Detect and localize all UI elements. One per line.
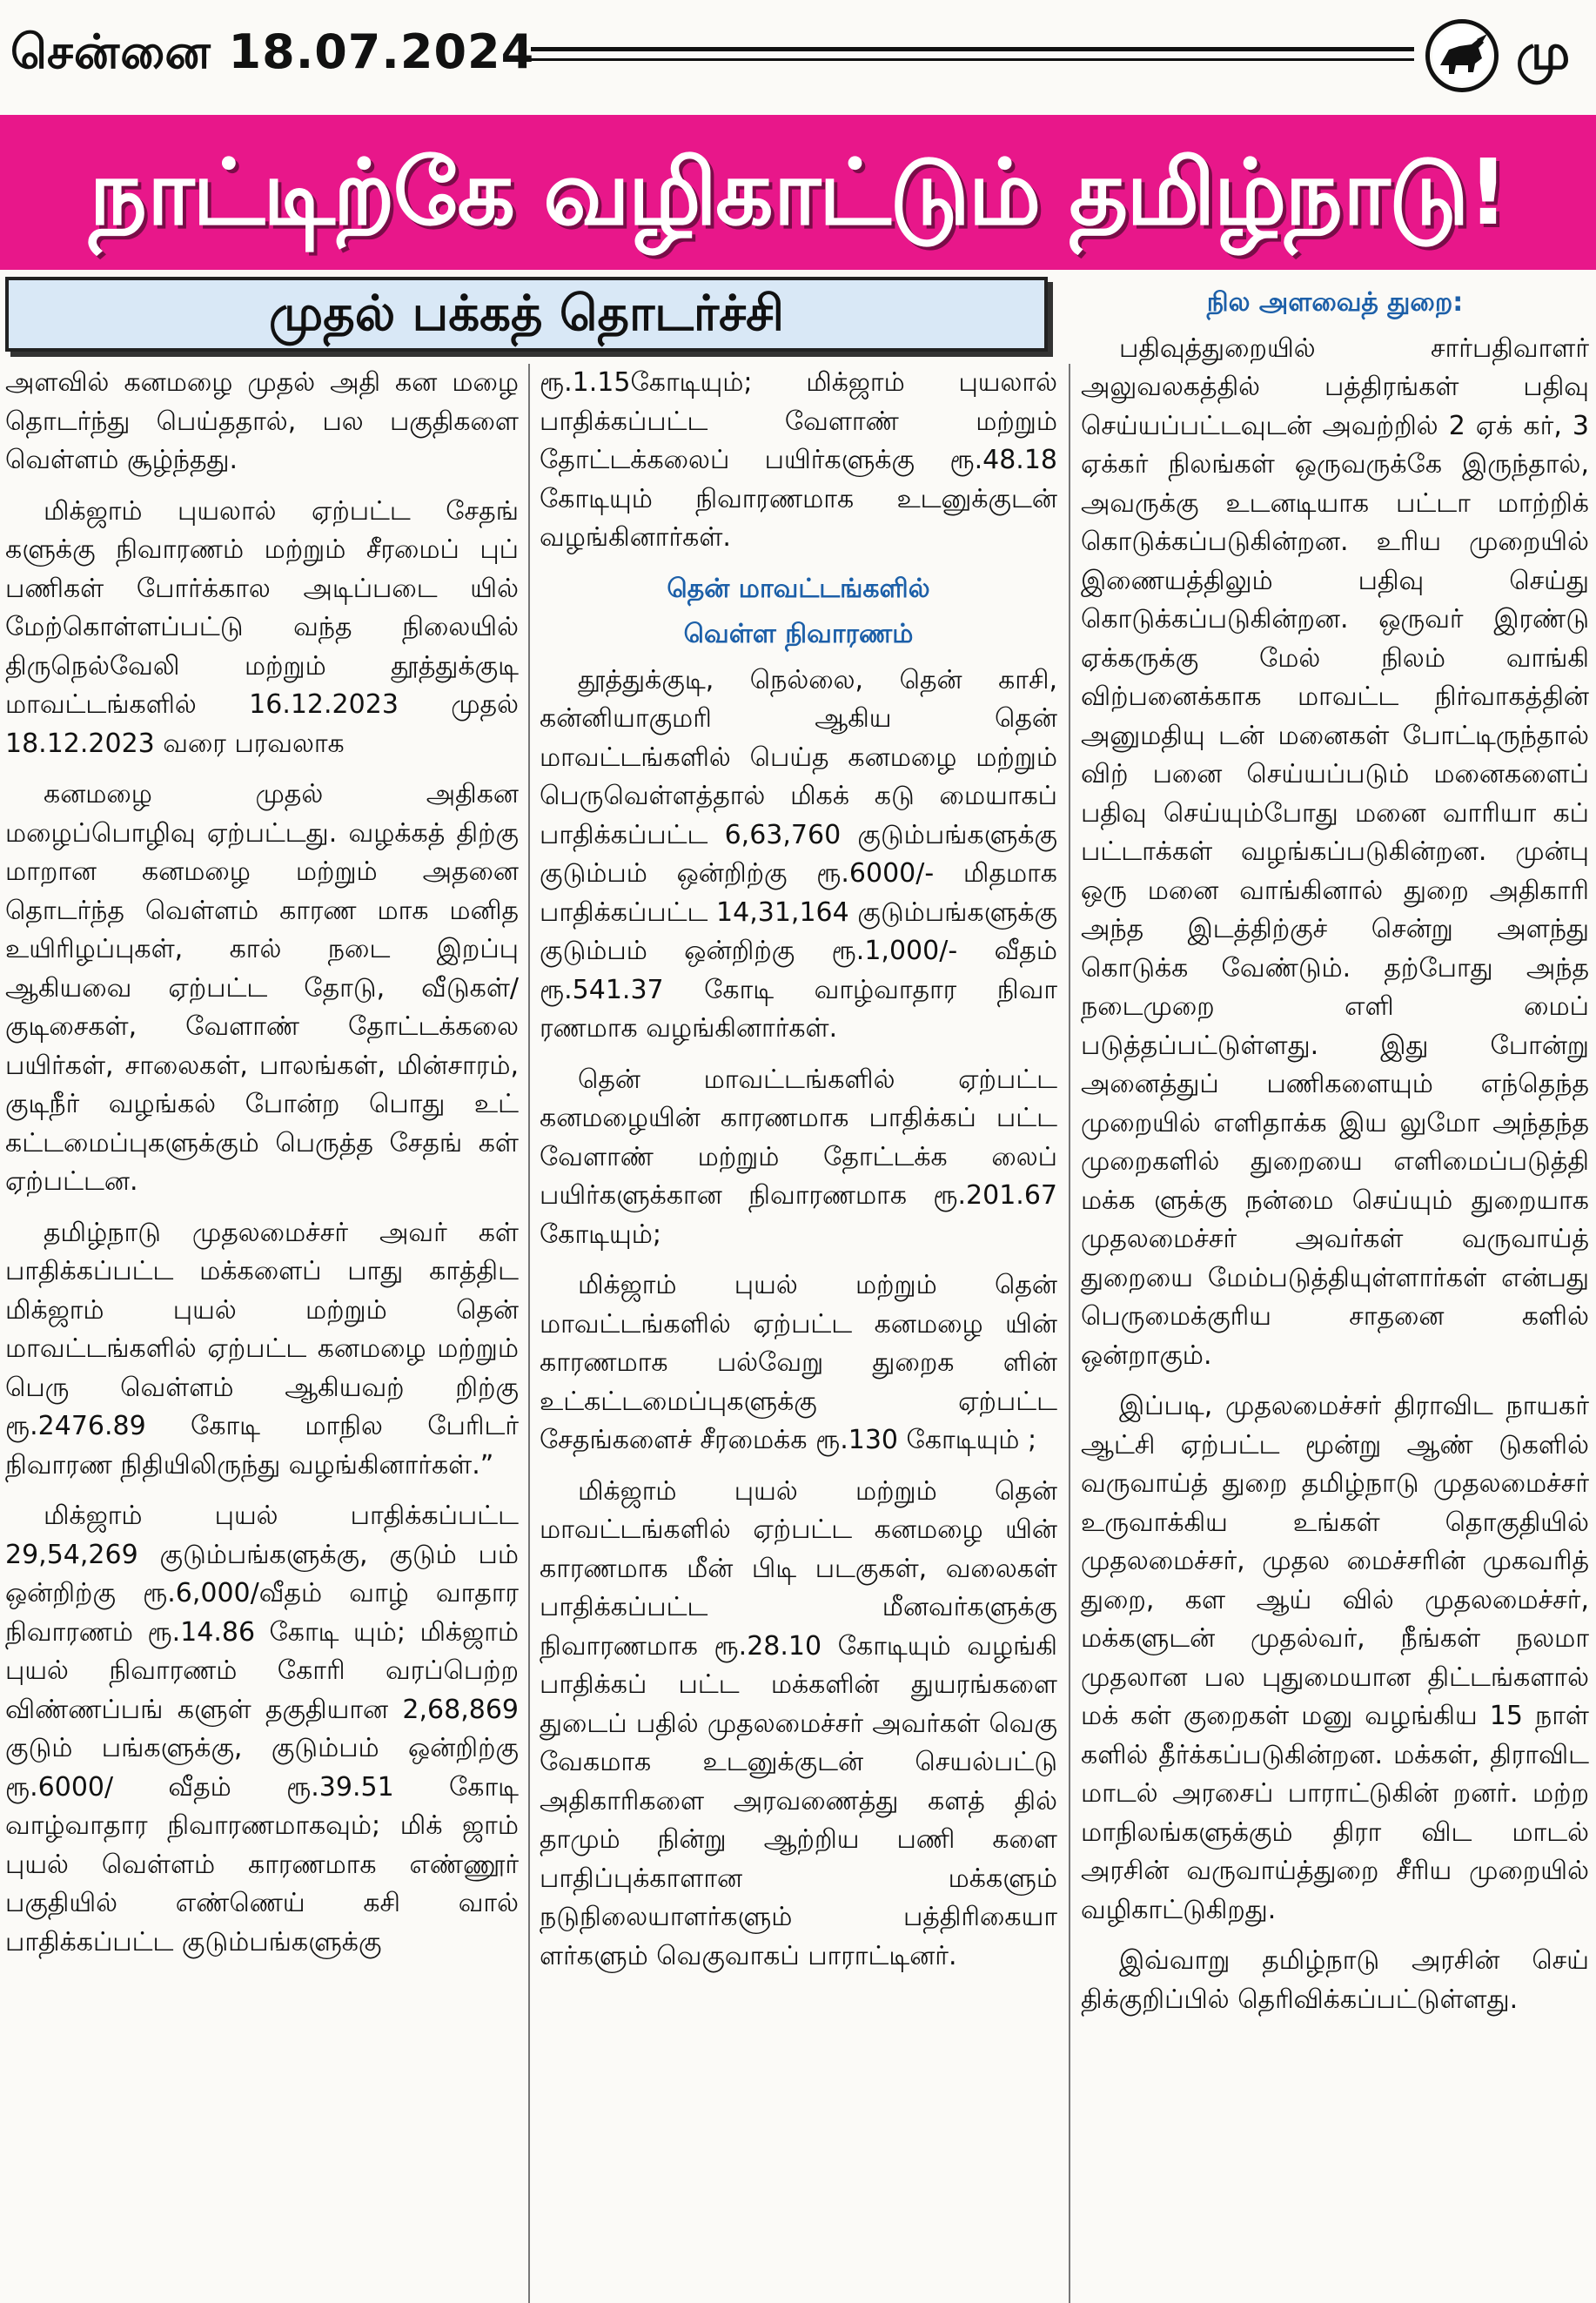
column-divider bbox=[528, 364, 530, 2303]
article-column-2 bbox=[540, 364, 1057, 2303]
section-title: தென் மாவட்டங்களில் bbox=[667, 573, 930, 604]
paragraph: இப்படி, முதலமைச்சர் திராவிட நாயகர் ஆட்சி ஏற்பட்ட மூன்று ஆண் டுகளில் வருவாய்த் துறை தமிழ்நாடு முதலமைச்சர் உருவாக்கிய உங்கள் தொகுதியில் முதலமைச்சர், முதல மைச்சரின் முகவரித் துறை, கள ஆய் வில் முதலமைச்சர், மக்களுடன் முதல்வர், நீங்கள் நலமா முதலான பல புதுமையான திட்டங்களால் மக் கள் குறைகள் மனு வழங்கிய 15 நாள் களில் தீர்க்கப்படுகின்றன. மக்கள், திராவிட மாடல் அரசைப் பாராட்டுகின் றனர். மற்ற மாநிலங்களுக்கும் திரா விட மாடல் அரசின் வருவாய்த்துறை சீரிய முறையில் வழிகாட்டுகிறது. bbox=[1081, 1391, 1589, 1925]
dateline: சென்னை 18.07.2024 bbox=[10, 24, 535, 79]
paragraph: மிக்ஜாம் புயல் பாதிக்கப்பட்ட 29,54,269 குடும்பங்களுக்கு, குடும் பம் ஒன்றிற்கு ரூ.6,000/வீதம் வாழ் வாதார நிவாரணம் ரூ.14.86 கோடி யும்; மிக்ஜாம் புயல் நிவாரணம் கோரி வரப்பெற்ற விண்ணப்பங் களுள் தகுதியான 2,68,869 குடும் பங்களுக்கு, குடும்பம் ஒன்றிற்கு ரூ.6000/ வீதம் ரூ.39.51 கோடி வாழ்வாதார நிவாரணமாகவும்; மிக் ஜாம் புயல் வெள்ளம் காரணமாக எண்ணூர் பகுதியில் எண்ணெய் கசி வால் பாதிக்கப்பட்ட குடும்பங்களுக்கு bbox=[5, 1501, 519, 1957]
paragraph: கனமழை முதல் அதிகன மழைப்பொழிவு ஏற்பட்டது. வழக்கத் திற்கு மாறான கனமழை மற்றும் அதனை தொடர்ந்த வெள்ளம் காரண மாக மனித உயிரிழப்புகள், கால் நடை இறப்பு ஆகியவை ஏற்பட்ட தோடு, வீடுகள்/குடிசைகள், வேளாண் தோட்டக்கலை பயிர்கள், சாலைகள், பாலங்கள், மின்சாரம், குடிநீர் வழங்கல் போன்ற பொது உட் கட்டமைப்புகளுக்கும் பெருத்த சேதங் கள் ஏற்பட்டன. bbox=[5, 779, 519, 1197]
paragraph: மிக்ஜாம் புயல் மற்றும் தென் மாவட்டங்களில் ஏற்பட்ட கனமழை யின் காரணமாக மீன் பிடி படகுகள், வலைகள் பாதிக்கப்பட்ட மீனவர்களுக்கு நிவாரணமாக ரூ.28.10 கோடியும் வழங்கி பாதிக்கப் பட்ட மக்களின் துயரங்களை துடைப் பதில் முதலமைச்சர் அவர்கள் வெகு வேகமாக உடனுக்குடன் செயல்பட்டு அதிகாரிகளை அரவணைத்து களத் தில் தாமும் நின்று ஆற்றிய பணி களை பாதிப்புக்காளான மக்களும் நடுநிலையாளர்களும் பத்திரிகையா ளர்களும் வெகுவாகப் பாராட்டினர். bbox=[540, 1475, 1057, 1971]
subhead-box bbox=[5, 277, 1048, 352]
paragraph: தூத்துக்குடி, நெல்லை, தென் காசி, கன்னியாகுமரி ஆகிய தென் மாவட்டங்களில் பெய்த கனமழை மற்றும் பெருவெள்ளத்தால் மிகக் கடு மையாகப் பாதிக்கப்பட்ட 6,63,760 குடும்பங்களுக்கு குடும்பம் ஒன்றிற்கு ரூ.6000/- மிதமாக பாதிக்கப்பட்ட 14,31,164 குடும்பங்களுக்கு குடும்பம் ஒன்றிற்கு ரூ.1,000/- வீதம் ரூ.541.37 கோடி வாழ்வாதார நிவா ரணமாக வழங்கினார்கள். bbox=[540, 664, 1057, 1044]
bull-emblem-icon bbox=[1425, 19, 1499, 92]
headline-band bbox=[0, 115, 1596, 270]
paragraph: மிக்ஜாம் புயல் மற்றும் தென் மாவட்டங்களில் ஏற்பட்ட கனமழை யின் காரணமாக பல்வேறு துறைக ளின் உட்கட்டமைப்புகளுக்கு ஏற்பட்ட சேதங்களைச் சீரமைக்க ரூ.130 கோடியும் ; bbox=[540, 1270, 1057, 1455]
paragraph: ரூ.1.15கோடியும்; மிக்ஜாம் புயலால் பாதிக்கப்பட்ட வேளாண் மற்றும் தோட்டக்கலைப் பயிர்களுக்கு ரூ.48.18 கோடியும் நிவாரணமாக உடனுக்குடன் வழங்கினார்கள். bbox=[540, 367, 1057, 553]
section-title: வெள்ள நிவாரணம் bbox=[683, 619, 914, 649]
masthead-rule bbox=[531, 47, 1414, 61]
paragraph: தென் மாவட்டங்களில் ஏற்பட்ட கனமழையின் காரணமாக பாதிக்கப் பட்ட வேளாண் மற்றும் தோட்டக்க லைப் பயிர்களுக்கான நிவாரணமாக ரூ.201.67 கோடியும்; bbox=[540, 1064, 1057, 1250]
column-divider bbox=[1069, 364, 1070, 2303]
masthead bbox=[0, 0, 1596, 113]
article-column-3 bbox=[1081, 279, 1589, 2303]
paragraph: இவ்வாறு தமிழ்நாடு அரசின் செய் திக்குறிப்பில் தெரிவிக்கப்பட்டுள்ளது. bbox=[1081, 1945, 1589, 2015]
subhead: முதல் பக்கத் தொடர்ச்சி bbox=[269, 285, 784, 342]
paragraph: பதிவுத்துறையில் சார்பதிவாளர் அலுவலகத்தில் பத்திரங்கள் பதிவு செய்யப்பட்டவுடன் அவற்றில் 2 ஏக் கர், 3 ஏக்கர் நிலங்கள் ஒருவருக்கே இருந்தால், அவருக்கு உடனடியாக பட்டா மாற்றிக் கொடுக்கப்படுகின்றன. உரிய முறையில் இணையத்திலும் பதிவு செய்து கொடுக்கப்படுகின்றன. ஒருவர் இரண்டு ஏக்கருக்கு மேல் நிலம் வாங்கி விற்பனைக்காக மாவட்ட நிர்வாகத்தின் அனுமதியு டன் மனைகள் போட்டிருந்தால் விற் பனை செய்யப்படும் மனைகளைப் பதிவு செய்யும்போது மனை வாரியா கப் பட்டாக்கள் வழங்கப்படுகின்றன. முன்பு ஒரு மனை வாங்கினால் துறை அதிகாரி அந்த இடத்திற்குச் சென்று அளந்து கொடுக்க வேண்டும். தற்போது அந்த நடைமுறை எளி மைப் படுத்தப்பட்டுள்ளது. இது போன்று அனைத்துப் பணிகளையும் எந்தெந்த முறையில் எளிதாக்க இய லுமோ அந்தந்த முறைகளில் துறையை எளிமைப்படுத்தி மக்க ளுக்கு நன்மை செய்யும் துறையாக முதலமைச்சர் அவர்கள் வருவாய்த் துறையை மேம்படுத்தியுள்ளார்கள் என்பது பெருமைக்குரிய சாதனை களில் ஒன்றாகும். bbox=[1081, 332, 1589, 1371]
paper-name: மு bbox=[1516, 24, 1571, 81]
paragraph: தமிழ்நாடு முதலமைச்சர் அவர் கள் பாதிக்கப்பட்ட மக்களைப் பாது காத்திட மிக்ஜாம் புயல் மற்றும் தென் மாவட்டங்களில் ஏற்பட்ட கனமழை மற்றும் பெரு வெள்ளம் ஆகியவற் றிற்கு ரூ.2476.89 கோடி மாநில பேரிடர் நிவாரண நிதியிலிருந்து வழங்கினார்கள்.” bbox=[5, 1217, 519, 1480]
section-title: நில அளவைத் துறை: bbox=[1206, 287, 1464, 318]
headline: நாட்டிற்கே வழிகாட்டும் தமிழ்நாடு! bbox=[89, 139, 1507, 245]
paragraph: மிக்ஜாம் புயலால் ஏற்பட்ட சேதங் களுக்கு நிவாரணம் மற்றும் சீரமைப் புப் பணிகள் போர்க்கால அடிப்படை யில் மேற்கொள்ளப்பட்டு வந்த நிலையில் திருநெல்வேலி மற்றும் தூத்துக்குடி மாவட்டங்களில் 16.12.2023 முதல் 18.12.2023 வரை பரவலாக bbox=[5, 495, 519, 759]
article-column-1 bbox=[5, 364, 519, 2303]
paragraph: அளவில் கனமழை முதல் அதி கன மழை தொடர்ந்து பெய்ததால், பல பகுதிகளை வெள்ளம் சூழ்ந்தது. bbox=[5, 367, 519, 475]
